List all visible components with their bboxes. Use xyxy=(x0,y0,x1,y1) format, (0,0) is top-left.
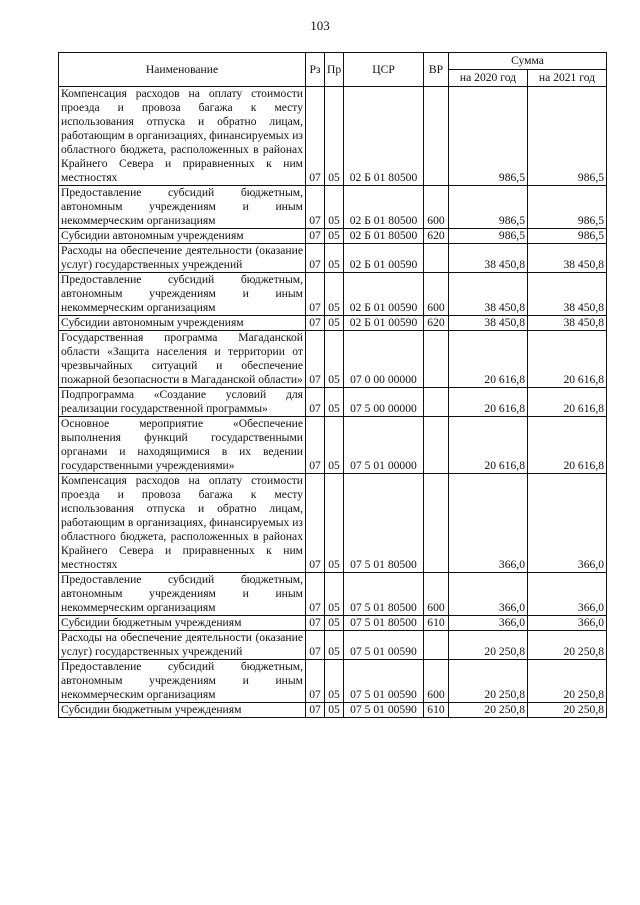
table-row xyxy=(59,660,607,703)
row-csr: 07 5 01 80500 xyxy=(344,616,424,631)
row-pr: 05 xyxy=(325,244,344,273)
row-csr: 02 Б 01 80500 xyxy=(344,229,424,244)
row-rz: 07 xyxy=(306,331,325,388)
row-vr xyxy=(424,87,449,186)
row-sum-2021: 986,5 xyxy=(528,229,607,244)
row-csr: 02 Б 01 80500 xyxy=(344,87,424,186)
header-csr: ЦСР xyxy=(344,53,424,87)
row-vr xyxy=(424,244,449,273)
row-sum-2020: 38 450,8 xyxy=(449,316,528,331)
row-pr: 05 xyxy=(325,87,344,186)
row-vr: 620 xyxy=(424,229,449,244)
row-vr xyxy=(424,474,449,573)
table-row xyxy=(59,87,607,186)
row-csr: 07 5 01 00000 xyxy=(344,417,424,474)
row-rz: 07 xyxy=(306,87,325,186)
row-csr: 07 5 01 80500 xyxy=(344,573,424,616)
row-sum-2020: 366,0 xyxy=(449,573,528,616)
row-rz: 07 xyxy=(306,273,325,316)
row-name: Компенсация расходов на оплату стоимости проезда и провоза багажа к месту использования отпуска и обратно лицам, работающим в организациях, финансируемых из областного бюджета, расположенных в районах Крайнего Севера и приравненных к ним местностях xyxy=(59,87,306,186)
row-sum-2021: 986,5 xyxy=(528,186,607,229)
row-pr: 05 xyxy=(325,417,344,474)
row-rz: 07 xyxy=(306,631,325,660)
row-name: Государственная программа Магаданской области «Защита населения и территории от чрезвычайных ситуаций и обеспечение пожарной безопасности в Магаданской области» xyxy=(59,331,306,388)
row-vr: 600 xyxy=(424,573,449,616)
row-sum-2020: 20 616,8 xyxy=(449,417,528,474)
row-sum-2021: 366,0 xyxy=(528,573,607,616)
row-rz: 07 xyxy=(306,388,325,417)
row-sum-2021: 986,5 xyxy=(528,87,607,186)
row-vr: 610 xyxy=(424,616,449,631)
row-name: Предоставление субсидий бюджетным, автономным учреждениям и иным некоммерческим организациям xyxy=(59,273,306,316)
header-year-2020: на 2020 год xyxy=(449,70,528,87)
row-vr xyxy=(424,417,449,474)
row-pr: 05 xyxy=(325,331,344,388)
row-rz: 07 xyxy=(306,616,325,631)
row-name: Расходы на обеспечение деятельности (оказание услуг) государственных учреждений xyxy=(59,244,306,273)
table-row xyxy=(59,474,607,573)
row-sum-2020: 986,5 xyxy=(449,87,528,186)
table-body xyxy=(59,87,607,718)
row-name: Субсидии бюджетным учреждениям xyxy=(59,703,306,718)
table-row xyxy=(59,631,607,660)
row-name: Компенсация расходов на оплату стоимости проезда и провоза багажа к месту использования отпуска и обратно лицам, работающим в организациях, финансируемых из областного бюджета, расположенных в районах Крайнего Севера и приравненных к ним местностях xyxy=(59,474,306,573)
row-csr: 07 5 01 80500 xyxy=(344,474,424,573)
row-sum-2021: 20 250,8 xyxy=(528,660,607,703)
row-sum-2021: 20 616,8 xyxy=(528,388,607,417)
row-pr: 05 xyxy=(325,316,344,331)
row-sum-2020: 986,5 xyxy=(449,229,528,244)
row-pr: 05 xyxy=(325,703,344,718)
table-row xyxy=(59,273,607,316)
row-pr: 05 xyxy=(325,573,344,616)
row-vr: 600 xyxy=(424,660,449,703)
row-vr xyxy=(424,631,449,660)
row-sum-2021: 38 450,8 xyxy=(528,316,607,331)
row-sum-2020: 20 250,8 xyxy=(449,631,528,660)
row-sum-2020: 38 450,8 xyxy=(449,244,528,273)
row-name: Субсидии автономным учреждениям xyxy=(59,229,306,244)
row-csr: 07 5 01 00590 xyxy=(344,660,424,703)
row-vr: 600 xyxy=(424,186,449,229)
row-sum-2020: 366,0 xyxy=(449,616,528,631)
row-sum-2020: 366,0 xyxy=(449,474,528,573)
budget-table xyxy=(58,52,607,718)
row-name: Предоставление субсидий бюджетным, автономным учреждениям и иным некоммерческим организациям xyxy=(59,186,306,229)
row-name: Субсидии автономным учреждениям xyxy=(59,316,306,331)
row-name: Предоставление субсидий бюджетным, автономным учреждениям и иным некоммерческим организациям xyxy=(59,573,306,616)
row-rz: 07 xyxy=(306,186,325,229)
row-rz: 07 xyxy=(306,573,325,616)
row-rz: 07 xyxy=(306,660,325,703)
row-sum-2021: 38 450,8 xyxy=(528,244,607,273)
row-name: Основное мероприятие «Обеспечение выполнения функций государственными органами и находящимися в их ведении государственными учреждениями» xyxy=(59,417,306,474)
row-sum-2020: 20 250,8 xyxy=(449,703,528,718)
row-pr: 05 xyxy=(325,474,344,573)
row-csr: 07 0 00 00000 xyxy=(344,331,424,388)
table-row xyxy=(59,229,607,244)
row-pr: 05 xyxy=(325,631,344,660)
row-vr xyxy=(424,331,449,388)
row-sum-2021: 20 616,8 xyxy=(528,417,607,474)
row-pr: 05 xyxy=(325,229,344,244)
header-rz: Рз xyxy=(306,53,325,87)
row-sum-2021: 20 250,8 xyxy=(528,631,607,660)
page-number: 103 xyxy=(310,18,330,33)
row-sum-2021: 366,0 xyxy=(528,616,607,631)
table-row xyxy=(59,573,607,616)
row-rz: 07 xyxy=(306,229,325,244)
row-csr: 02 Б 01 00590 xyxy=(344,244,424,273)
row-vr: 600 xyxy=(424,273,449,316)
header-name: Наименование xyxy=(59,53,306,87)
row-rz: 07 xyxy=(306,703,325,718)
row-pr: 05 xyxy=(325,273,344,316)
row-name: Подпрограмма «Создание условий для реализации государственной программы» xyxy=(59,388,306,417)
header-vr: ВР xyxy=(424,53,449,87)
table-row xyxy=(59,186,607,229)
row-sum-2021: 366,0 xyxy=(528,474,607,573)
row-csr: 02 Б 01 80500 xyxy=(344,186,424,229)
row-name: Предоставление субсидий бюджетным, автономным учреждениям и иным некоммерческим организациям xyxy=(59,660,306,703)
row-sum-2020: 20 616,8 xyxy=(449,388,528,417)
row-pr: 05 xyxy=(325,660,344,703)
row-sum-2021: 20 616,8 xyxy=(528,331,607,388)
row-sum-2020: 20 616,8 xyxy=(449,331,528,388)
row-rz: 07 xyxy=(306,316,325,331)
table-row xyxy=(59,244,607,273)
table-header xyxy=(59,53,607,87)
row-csr: 07 5 01 00590 xyxy=(344,631,424,660)
row-pr: 05 xyxy=(325,616,344,631)
row-sum-2021: 20 250,8 xyxy=(528,703,607,718)
table-row xyxy=(59,616,607,631)
row-name: Субсидии бюджетным учреждениям xyxy=(59,616,306,631)
row-csr: 02 Б 01 00590 xyxy=(344,316,424,331)
header-pr: Пр xyxy=(325,53,344,87)
header-year-2021: на 2021 год xyxy=(528,70,607,87)
row-csr: 07 5 01 00590 xyxy=(344,703,424,718)
row-vr xyxy=(424,388,449,417)
row-sum-2020: 38 450,8 xyxy=(449,273,528,316)
table-row xyxy=(59,388,607,417)
row-csr: 07 5 00 00000 xyxy=(344,388,424,417)
table-row xyxy=(59,316,607,331)
row-vr: 620 xyxy=(424,316,449,331)
row-rz: 07 xyxy=(306,244,325,273)
table-row xyxy=(59,417,607,474)
row-rz: 07 xyxy=(306,417,325,474)
row-sum-2020: 986,5 xyxy=(449,186,528,229)
row-vr: 610 xyxy=(424,703,449,718)
row-sum-2021: 38 450,8 xyxy=(528,273,607,316)
row-sum-2020: 20 250,8 xyxy=(449,660,528,703)
row-pr: 05 xyxy=(325,186,344,229)
row-pr: 05 xyxy=(325,388,344,417)
table-row xyxy=(59,331,607,388)
header-sum: Сумма xyxy=(449,53,607,70)
row-name: Расходы на обеспечение деятельности (оказание услуг) государственных учреждений xyxy=(59,631,306,660)
table-row xyxy=(59,703,607,718)
row-rz: 07 xyxy=(306,474,325,573)
row-csr: 02 Б 01 00590 xyxy=(344,273,424,316)
